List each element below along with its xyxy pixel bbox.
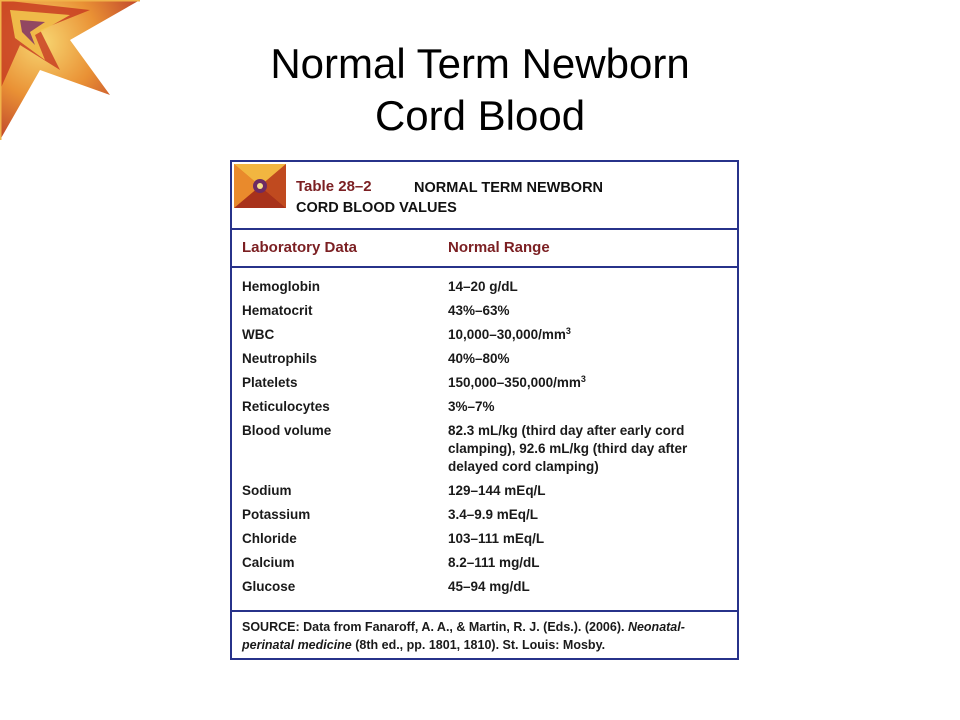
row-value-text: 103–111 mEq/L bbox=[448, 531, 545, 546]
row-label: Calcium bbox=[242, 555, 295, 570]
row-value bbox=[448, 278, 718, 296]
table-title bbox=[296, 178, 696, 218]
row-value-text: 150,000–350,000/mm bbox=[448, 375, 581, 390]
table-row bbox=[232, 326, 737, 344]
row-label: Blood volume bbox=[242, 423, 332, 438]
slide-title-line-2: Cord Blood bbox=[374, 92, 586, 139]
row-value-superscript: 3 bbox=[565, 326, 571, 336]
table-number: Table 28–2 bbox=[296, 178, 372, 195]
row-value bbox=[448, 350, 718, 368]
row-value-text: 10,000–30,000/mm bbox=[448, 327, 566, 342]
row-value bbox=[448, 374, 718, 392]
row-value bbox=[448, 506, 718, 524]
row-value bbox=[448, 326, 718, 344]
column-header-laboratory-data: Laboratory Data bbox=[242, 239, 358, 256]
row-value bbox=[448, 398, 718, 416]
row-value-text: 45–94 mg/dL bbox=[448, 579, 530, 594]
table-row bbox=[232, 578, 737, 596]
row-value-text: 14–20 g/dL bbox=[448, 279, 518, 294]
table-row bbox=[232, 302, 737, 320]
table-thumbnail-icon bbox=[234, 164, 286, 208]
column-header-normal-range: Normal Range bbox=[448, 239, 550, 256]
row-label: Hemoglobin bbox=[242, 279, 320, 294]
row-value-text: 129–144 mEq/L bbox=[448, 483, 546, 498]
row-label: Glucose bbox=[242, 579, 296, 594]
table-row bbox=[232, 422, 737, 476]
table-title-line-1: NORMAL TERM NEWBORN bbox=[414, 180, 604, 196]
table-body bbox=[232, 268, 737, 596]
row-value-text: 3.4–9.9 mEq/L bbox=[448, 507, 539, 522]
slide-title-line-1: Normal Term Newborn bbox=[270, 40, 690, 87]
table-row bbox=[232, 350, 737, 368]
row-value-text: 40%–80% bbox=[448, 351, 510, 366]
row-value-superscript: 3 bbox=[580, 374, 586, 384]
table-row bbox=[232, 530, 737, 548]
table-row bbox=[232, 398, 737, 416]
row-value-text: 3%–7% bbox=[448, 399, 495, 414]
table-row bbox=[232, 554, 737, 572]
table-row bbox=[232, 482, 737, 500]
row-value bbox=[448, 302, 718, 320]
table-row bbox=[232, 278, 737, 296]
row-value-text: 8.2–111 mg/dL bbox=[448, 555, 540, 570]
row-value-text: 82.3 mL/kg (third day after early cord clamping), 92.6 mL/kg (third day after delayed cord clamping) bbox=[448, 423, 688, 474]
row-label: Potassium bbox=[242, 507, 311, 522]
row-value bbox=[448, 578, 718, 596]
table-title-line-2: CORD BLOOD VALUES bbox=[296, 200, 457, 216]
source-title: Neonatal-perinatal medicine bbox=[242, 620, 685, 652]
table-row bbox=[232, 506, 737, 524]
row-label: Chloride bbox=[242, 531, 297, 546]
row-label: Neutrophils bbox=[242, 351, 318, 366]
table-source-note bbox=[232, 610, 737, 658]
row-label: Platelets bbox=[242, 375, 298, 390]
cord-blood-table bbox=[230, 160, 739, 660]
row-label: WBC bbox=[242, 327, 275, 342]
table-header bbox=[232, 162, 737, 230]
source-prefix: SOURCE: Data from Fanaroff, A. A., & Martin, R. J. (Eds.). (2006). bbox=[242, 620, 628, 634]
table-row bbox=[232, 374, 737, 392]
row-label: Hematocrit bbox=[242, 303, 313, 318]
row-value bbox=[448, 554, 718, 572]
row-label: Reticulocytes bbox=[242, 399, 330, 414]
row-value-text: 43%–63% bbox=[448, 303, 510, 318]
source-suffix: (8th ed., pp. 1801, 1810). St. Louis: Mosby. bbox=[351, 638, 606, 652]
row-value bbox=[448, 530, 718, 548]
row-value bbox=[448, 482, 718, 500]
row-value bbox=[448, 422, 718, 476]
slide-title bbox=[0, 38, 960, 142]
row-label: Sodium bbox=[242, 483, 292, 498]
column-headers bbox=[232, 230, 737, 268]
